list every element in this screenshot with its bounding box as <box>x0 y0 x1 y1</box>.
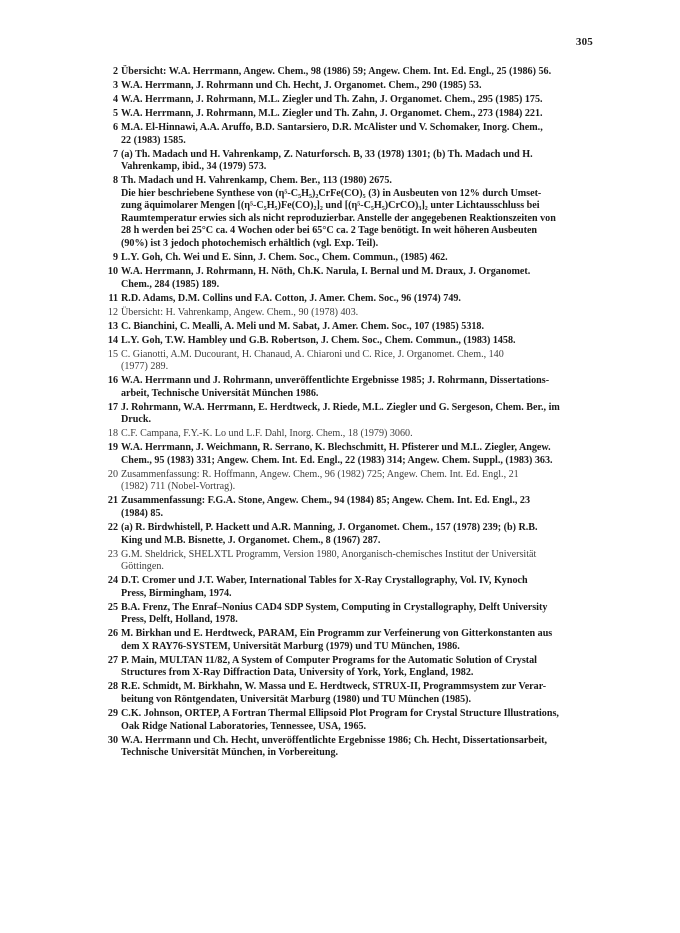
reference-text-line: arbeit, Technische Universität München 1986. <box>121 387 319 399</box>
reference-entry <box>104 293 582 306</box>
reference-text-line: R.E. Schmidt, M. Birkhahn, W. Massa und E. Herdtweck, STRUX-II, Programmsystem zur Verar- <box>121 681 547 693</box>
reference-entry <box>104 402 582 427</box>
reference-number: 9 <box>112 252 118 264</box>
reference-number: 15 <box>107 348 118 360</box>
reference-entry <box>104 708 582 733</box>
reference-text-line: W.A. Herrmann und Ch. Hecht, unveröffentlichte Ergebnisse 1986; Ch. Hecht, Dissertationsarbeit, <box>121 734 548 746</box>
reference-entry <box>104 349 582 374</box>
reference-text-line: W.A. Herrmann, J. Rohrmann und Ch. Hecht, J. Organomet. Chem., 290 (1985) 53. <box>121 79 482 91</box>
reference-number: 19 <box>107 442 118 454</box>
reference-text-line: Zusammenfassung: F.G.A. Stone, Angew. Chem., 94 (1984) 85; Angew. Chem. Int. Ed. Engl., 23 <box>121 495 531 507</box>
reference-entry <box>104 522 582 547</box>
reference-entry <box>104 681 582 706</box>
reference-text-line: (1982) 711 (Nobel-Vortrag). <box>121 481 236 493</box>
reference-number: 6 <box>112 121 118 133</box>
reference-entry <box>104 335 582 348</box>
reference-list <box>104 66 582 761</box>
reference-text-line: Chem., 284 (1985) 189. <box>121 278 220 290</box>
reference-text-line: Göttingen. <box>121 561 164 573</box>
reference-text-line: W.A. Herrmann, J. Rohrmann, M.L. Ziegler und Th. Zahn, J. Organomet. Chem., 273 (1984) 221. <box>121 107 543 119</box>
reference-text-line: Th. Madach und H. Vahrenkamp, Chem. Ber., 113 (1980) 2675. <box>121 175 392 187</box>
reference-text-line: 22 (1983) 1585. <box>121 134 186 146</box>
reference-text-line: (a) Th. Madach und H. Vahrenkamp, Z. Naturforsch. B, 33 (1978) 1301; (b) Th. Madach und H. <box>121 148 533 160</box>
reference-text-line: Übersicht: H. Vahrenkamp, Angew. Chem., 90 (1978) 403. <box>121 306 359 318</box>
reference-text-line: W.A. Herrmann, J. Rohrmann, H. Nöth, Ch.K. Narula, I. Bernal und M. Draux, J. Organomet. <box>121 266 531 278</box>
reference-text-line: Press, Birmingham, 1974. <box>121 587 232 599</box>
reference-text-line: Oak Ridge National Laboratories, Tennessee, USA, 1965. <box>121 720 367 732</box>
reference-entry <box>104 122 582 147</box>
reference-entry <box>104 655 582 680</box>
reference-text-line: Press, Delft, Holland, 1978. <box>121 614 238 626</box>
reference-number: 10 <box>107 266 118 278</box>
reference-number: 11 <box>108 292 118 304</box>
reference-number: 20 <box>107 468 118 480</box>
reference-text-line: Zusammenfassung: R. Hoffmann, Angew. Chem., 96 (1982) 725; Angew. Chem. Int. Ed. Engl., 21 <box>121 468 519 480</box>
reference-entry <box>104 108 582 121</box>
reference-entry <box>104 735 582 760</box>
reference-text-line: (1977) 289. <box>121 361 169 373</box>
reference-number: 7 <box>112 148 118 160</box>
reference-entry <box>104 375 582 400</box>
reference-entry <box>104 252 582 265</box>
reference-entry <box>104 175 582 251</box>
reference-text-line: R.D. Adams, D.M. Collins und F.A. Cotton, J. Amer. Chem. Soc., 96 (1974) 749. <box>121 292 461 304</box>
reference-number: 12 <box>107 306 118 318</box>
reference-text-line: (1984) 85. <box>121 508 164 520</box>
reference-text-line: W.A. Herrmann, J. Weichmann, R. Serrano, K. Blechschmitt, H. Pfisterer und M.L. Ziegler, Angew. <box>121 442 551 454</box>
reference-text-line: M.A. El-Hinnawi, A.A. Aruffo, B.D. Santarsiero, D.R. McAlister und V. Schomaker, Inorg. Chem., <box>121 121 543 133</box>
reference-entry <box>104 575 582 600</box>
reference-entry <box>104 321 582 334</box>
reference-entry <box>104 495 582 520</box>
reference-entry <box>104 307 582 320</box>
reference-text-line: C.F. Campana, F.Y.-K. Lo und L.F. Dahl, Inorg. Chem., 18 (1979) 3060. <box>121 428 413 440</box>
reference-text-line: zung äquimolarer Mengen [(η⁵-C₅H₅)Fe(CO)₂]₂ und [(η⁵-C₅H₅)CrCO)₃]₂ unter Lichtausschluss bei <box>121 200 540 212</box>
reference-number: 23 <box>107 548 118 560</box>
reference-number: 27 <box>107 654 118 666</box>
reference-text-line: Die hier beschriebene Synthese von (η⁵-C₅H₅)₂CrFe(CO)₅ (3) in Ausbeuten von 12% durch Umset- <box>121 187 542 199</box>
reference-text-line: W.A. Herrmann und J. Rohrmann, unveröffentlichte Ergebnisse 1985; J. Rohrmann, Dissertations- <box>121 375 550 387</box>
reference-entry <box>104 80 582 93</box>
page-number: 305 <box>575 36 593 48</box>
reference-text-line: Druck. <box>121 414 152 426</box>
reference-text-line: beitung von Röntgendaten, Universität Marburg (1980) und TU München (1985). <box>121 694 472 706</box>
reference-text-line: (90%) ist 3 jedoch photochemisch erhältlich (vgl. Exp. Teil). <box>121 238 379 250</box>
reference-number: 29 <box>107 708 118 720</box>
reference-text-line: Chem., 95 (1983) 331; Angew. Chem. Int. Ed. Engl., 22 (1983) 314; Angew. Chem. Suppl., (1983) 363. <box>121 454 553 466</box>
reference-entry <box>104 628 582 653</box>
reference-text-line: King und M.B. Bisnette, J. Organomet. Chem., 8 (1967) 287. <box>121 534 381 546</box>
reference-number: 5 <box>112 107 118 119</box>
reference-number: 4 <box>112 93 118 105</box>
reference-text-line: Vahrenkamp, ibid., 34 (1979) 573. <box>121 161 267 173</box>
reference-number: 13 <box>107 320 118 332</box>
reference-number: 25 <box>107 601 118 613</box>
reference-entry <box>104 442 582 467</box>
reference-number: 26 <box>107 628 118 640</box>
reference-text-line: C. Gianotti, A.M. Ducourant, H. Chanaud, A. Chiaroni und C. Rice, J. Organomet. Chem., 140 <box>121 348 504 360</box>
reference-text-line: dem X RAY76-SYSTEM, Universität Marburg (1979) und TU München, 1986. <box>121 640 460 652</box>
reference-number: 3 <box>112 79 118 91</box>
reference-text-line: (a) R. Birdwhistell, P. Hackett und A.R. Manning, J. Organomet. Chem., 157 (1978) 239; (b) R.B. <box>121 522 538 533</box>
reference-number: 28 <box>107 681 118 693</box>
reference-entry <box>104 94 582 107</box>
reference-entry <box>104 149 582 174</box>
reference-text-line: Raumtemperatur erwies sich als nicht reproduzierbar. Anstelle der angegebenen Reaktionszeiten von <box>121 212 556 224</box>
reference-entry <box>104 428 582 441</box>
reference-number: 14 <box>107 334 118 346</box>
reference-entry <box>104 469 582 494</box>
reference-text-line: P. Main, MULTAN 11/82, A System of Computer Programs for the Automatic Solution of Crystal <box>121 654 537 666</box>
reference-number: 16 <box>107 375 118 387</box>
reference-text-line: Technische Universität München, in Vorbereitung. <box>121 747 339 759</box>
reference-number: 2 <box>112 66 118 77</box>
reference-number: 22 <box>107 522 118 533</box>
reference-number: 30 <box>107 734 118 746</box>
reference-text-line: B.A. Frenz, The Enraf–Nonius CAD4 SDP System, Computing in Crystallography, Delft University <box>121 601 548 613</box>
reference-text-line: W.A. Herrmann, J. Rohrmann, M.L. Ziegler und Th. Zahn, J. Organomet. Chem., 295 (1985) 175. <box>121 93 543 105</box>
reference-number: 24 <box>107 575 118 587</box>
reference-number: 8 <box>112 175 118 187</box>
reference-entry <box>104 266 582 291</box>
reference-text-line: C.K. Johnson, ORTEP, A Fortran Thermal Ellipsoid Plot Program for Crystal Structure Illustrations, <box>121 708 559 720</box>
reference-text-line: D.T. Cromer und J.T. Waber, International Tables for X-Ray Crystallography, Vol. IV, Kynoch <box>121 575 528 587</box>
reference-text-line: Structures from X-Ray Diffraction Data, University of York, York, England, 1982. <box>121 667 474 679</box>
reference-text-line: G.M. Sheldrick, SHELXTL Programm, Version 1980, Anorganisch-chemisches Institut der Universität <box>121 548 537 560</box>
reference-text-line: C. Bianchini, C. Mealli, A. Meli und M. Sabat, J. Amer. Chem. Soc., 107 (1985) 5318. <box>121 320 485 332</box>
reference-text-line: J. Rohrmann, W.A. Herrmann, E. Herdtweck, J. Riede, M.L. Ziegler und G. Sergeson, Chem. Ber., im <box>121 401 560 413</box>
reference-entry <box>104 549 582 574</box>
reference-text-line: 28 h werden bei 25°C ca. 4 Wochen oder bei 65°C ca. 2 Tage benötigt. In weit höheren Ausbeuten <box>121 225 538 237</box>
reference-entry <box>104 66 582 79</box>
reference-entry <box>104 602 582 627</box>
reference-text-line: L.Y. Goh, T.W. Hambley und G.B. Robertson, J. Chem. Soc., Chem. Commun., (1983) 1458. <box>121 334 516 346</box>
reference-text-line: Übersicht: W.A. Herrmann, Angew. Chem., 98 (1986) 59; Angew. Chem. Int. Ed. Engl., 25 (1986) 56. <box>121 66 552 77</box>
reference-number: 21 <box>107 495 118 507</box>
reference-number: 17 <box>107 401 118 413</box>
reference-text-line: M. Birkhan und E. Herdtweck, PARAM, Ein Programm zur Verfeinerung von Gitterkonstanten aus <box>121 628 553 640</box>
reference-text-line: L.Y. Goh, Ch. Wei und E. Sinn, J. Chem. Soc., Chem. Commun., (1985) 462. <box>121 252 448 264</box>
reference-number: 18 <box>107 428 118 440</box>
